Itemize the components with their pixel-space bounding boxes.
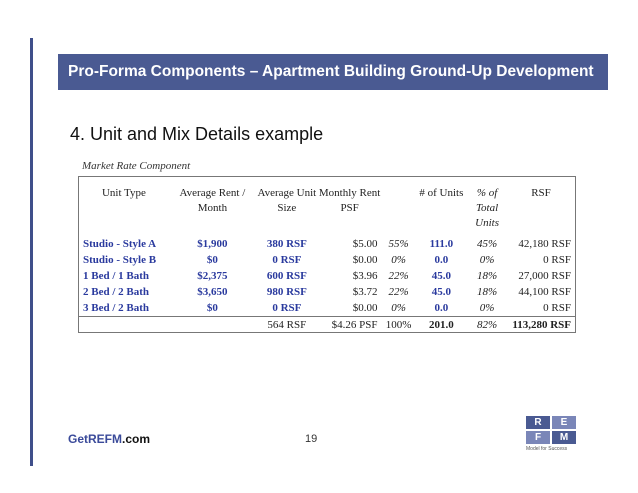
cell-units: 0.0 [434, 302, 449, 314]
cell-pct: 0% [391, 302, 406, 314]
cell-rsf: 27,000 RSF [518, 270, 571, 282]
total-average-rent [169, 317, 256, 334]
cell-rent-psf: $5.00 [352, 238, 378, 250]
total-rsf: 113,280 RSF [507, 317, 575, 334]
header-rsf: RSF [531, 187, 551, 199]
cell-average-rent: $1,900 [197, 238, 228, 250]
total-units: 201.0 [416, 317, 468, 334]
total-unit-type [79, 317, 169, 334]
cell-rsf: 0 RSF [543, 254, 571, 266]
cell-pct: 0% [391, 254, 406, 266]
total-pct: 100% [382, 317, 416, 334]
cell-pct-total: 0% [479, 254, 495, 266]
logo-letter-m: M [552, 431, 576, 444]
table-row [79, 284, 575, 300]
header-average-rent: Average Rent / Month [179, 187, 246, 214]
cell-unit-size: 380 RSF [266, 238, 307, 250]
cell-pct-total: 0% [479, 302, 495, 314]
cell-rent-psf: $0.00 [352, 302, 378, 314]
cell-unit-type: Studio - Style B [83, 254, 157, 266]
cell-units: 45.0 [431, 270, 451, 282]
header-monthly-rent-psf: Monthly Rent PSF [318, 187, 381, 214]
logo-letter-e: E [552, 416, 576, 429]
cell-unit-size: 0 RSF [272, 302, 302, 314]
total-rent-psf: $4.26 PSF [318, 317, 382, 334]
footer-brand[interactable] [68, 432, 150, 446]
slide-title: Pro-Forma Components – Apartment Building Ground-Up Development [68, 63, 594, 80]
cell-average-rent: $2,375 [197, 270, 228, 282]
unit-mix-table-image [78, 158, 578, 334]
cell-pct-total: 45% [476, 238, 498, 250]
footer-brand-suffix: .com [122, 432, 151, 446]
cell-rsf: 0 RSF [543, 302, 571, 314]
cell-unit-size: 980 RSF [266, 286, 307, 298]
cell-rent-psf: $0.00 [352, 254, 378, 266]
cell-units: 0.0 [434, 254, 449, 266]
cell-pct: 22% [388, 286, 409, 298]
total-unit-size: 564 RSF [256, 317, 318, 334]
cell-rsf: 44,100 RSF [518, 286, 571, 298]
header-unit-type: Unit Type [101, 187, 146, 199]
cell-units: 111.0 [429, 238, 454, 250]
unit-mix-table [79, 177, 575, 333]
logo-letter-f: F [526, 431, 550, 444]
cell-unit-type: 2 Bed / 2 Bath [83, 286, 150, 298]
table-header-row [79, 177, 575, 236]
cell-unit-size: 0 RSF [272, 254, 302, 266]
title-bar [58, 54, 608, 90]
subheading: 4. Unit and Mix Details example [70, 124, 324, 144]
cell-pct: 22% [388, 270, 409, 282]
cell-average-rent: $3,650 [197, 286, 228, 298]
cell-unit-type: 1 Bed / 1 Bath [83, 270, 150, 282]
logo-letter-r: R [526, 416, 550, 429]
cell-rent-psf: $3.72 [352, 286, 378, 298]
cell-pct-total: 18% [476, 270, 498, 282]
header-pct-total-units: % of Total Units [475, 187, 499, 229]
left-accent-line [30, 38, 33, 466]
cell-pct-total: 18% [476, 286, 498, 298]
cell-rent-psf: $3.96 [352, 270, 378, 282]
table-row [79, 236, 575, 252]
refm-logo [526, 416, 578, 452]
cell-unit-size: 600 RSF [266, 270, 307, 282]
cell-rsf: 42,180 RSF [518, 238, 571, 250]
cell-unit-type: Studio - Style A [83, 238, 157, 250]
table-total-row [79, 317, 575, 334]
header-pct-blank [382, 177, 416, 236]
cell-average-rent: $0 [206, 254, 218, 266]
page-number: 19 [305, 433, 318, 445]
cell-units: 45.0 [431, 286, 451, 298]
cell-unit-type: 3 Bed / 2 Bath [83, 302, 150, 314]
footer-brand-name: GetREFM [68, 432, 122, 446]
header-number-of-units: # of Units [419, 187, 464, 199]
cell-average-rent: $0 [206, 302, 218, 314]
table-row [79, 252, 575, 268]
cell-pct: 55% [388, 238, 409, 250]
table-row [79, 268, 575, 284]
table-row [79, 300, 575, 317]
table-frame [78, 176, 576, 333]
header-average-unit-size: Average Unit Size [257, 187, 317, 214]
total-pct-total: 82% [467, 317, 507, 334]
logo-tagline: Model for Success [526, 446, 568, 452]
table-caption: Market Rate Component [82, 160, 191, 172]
